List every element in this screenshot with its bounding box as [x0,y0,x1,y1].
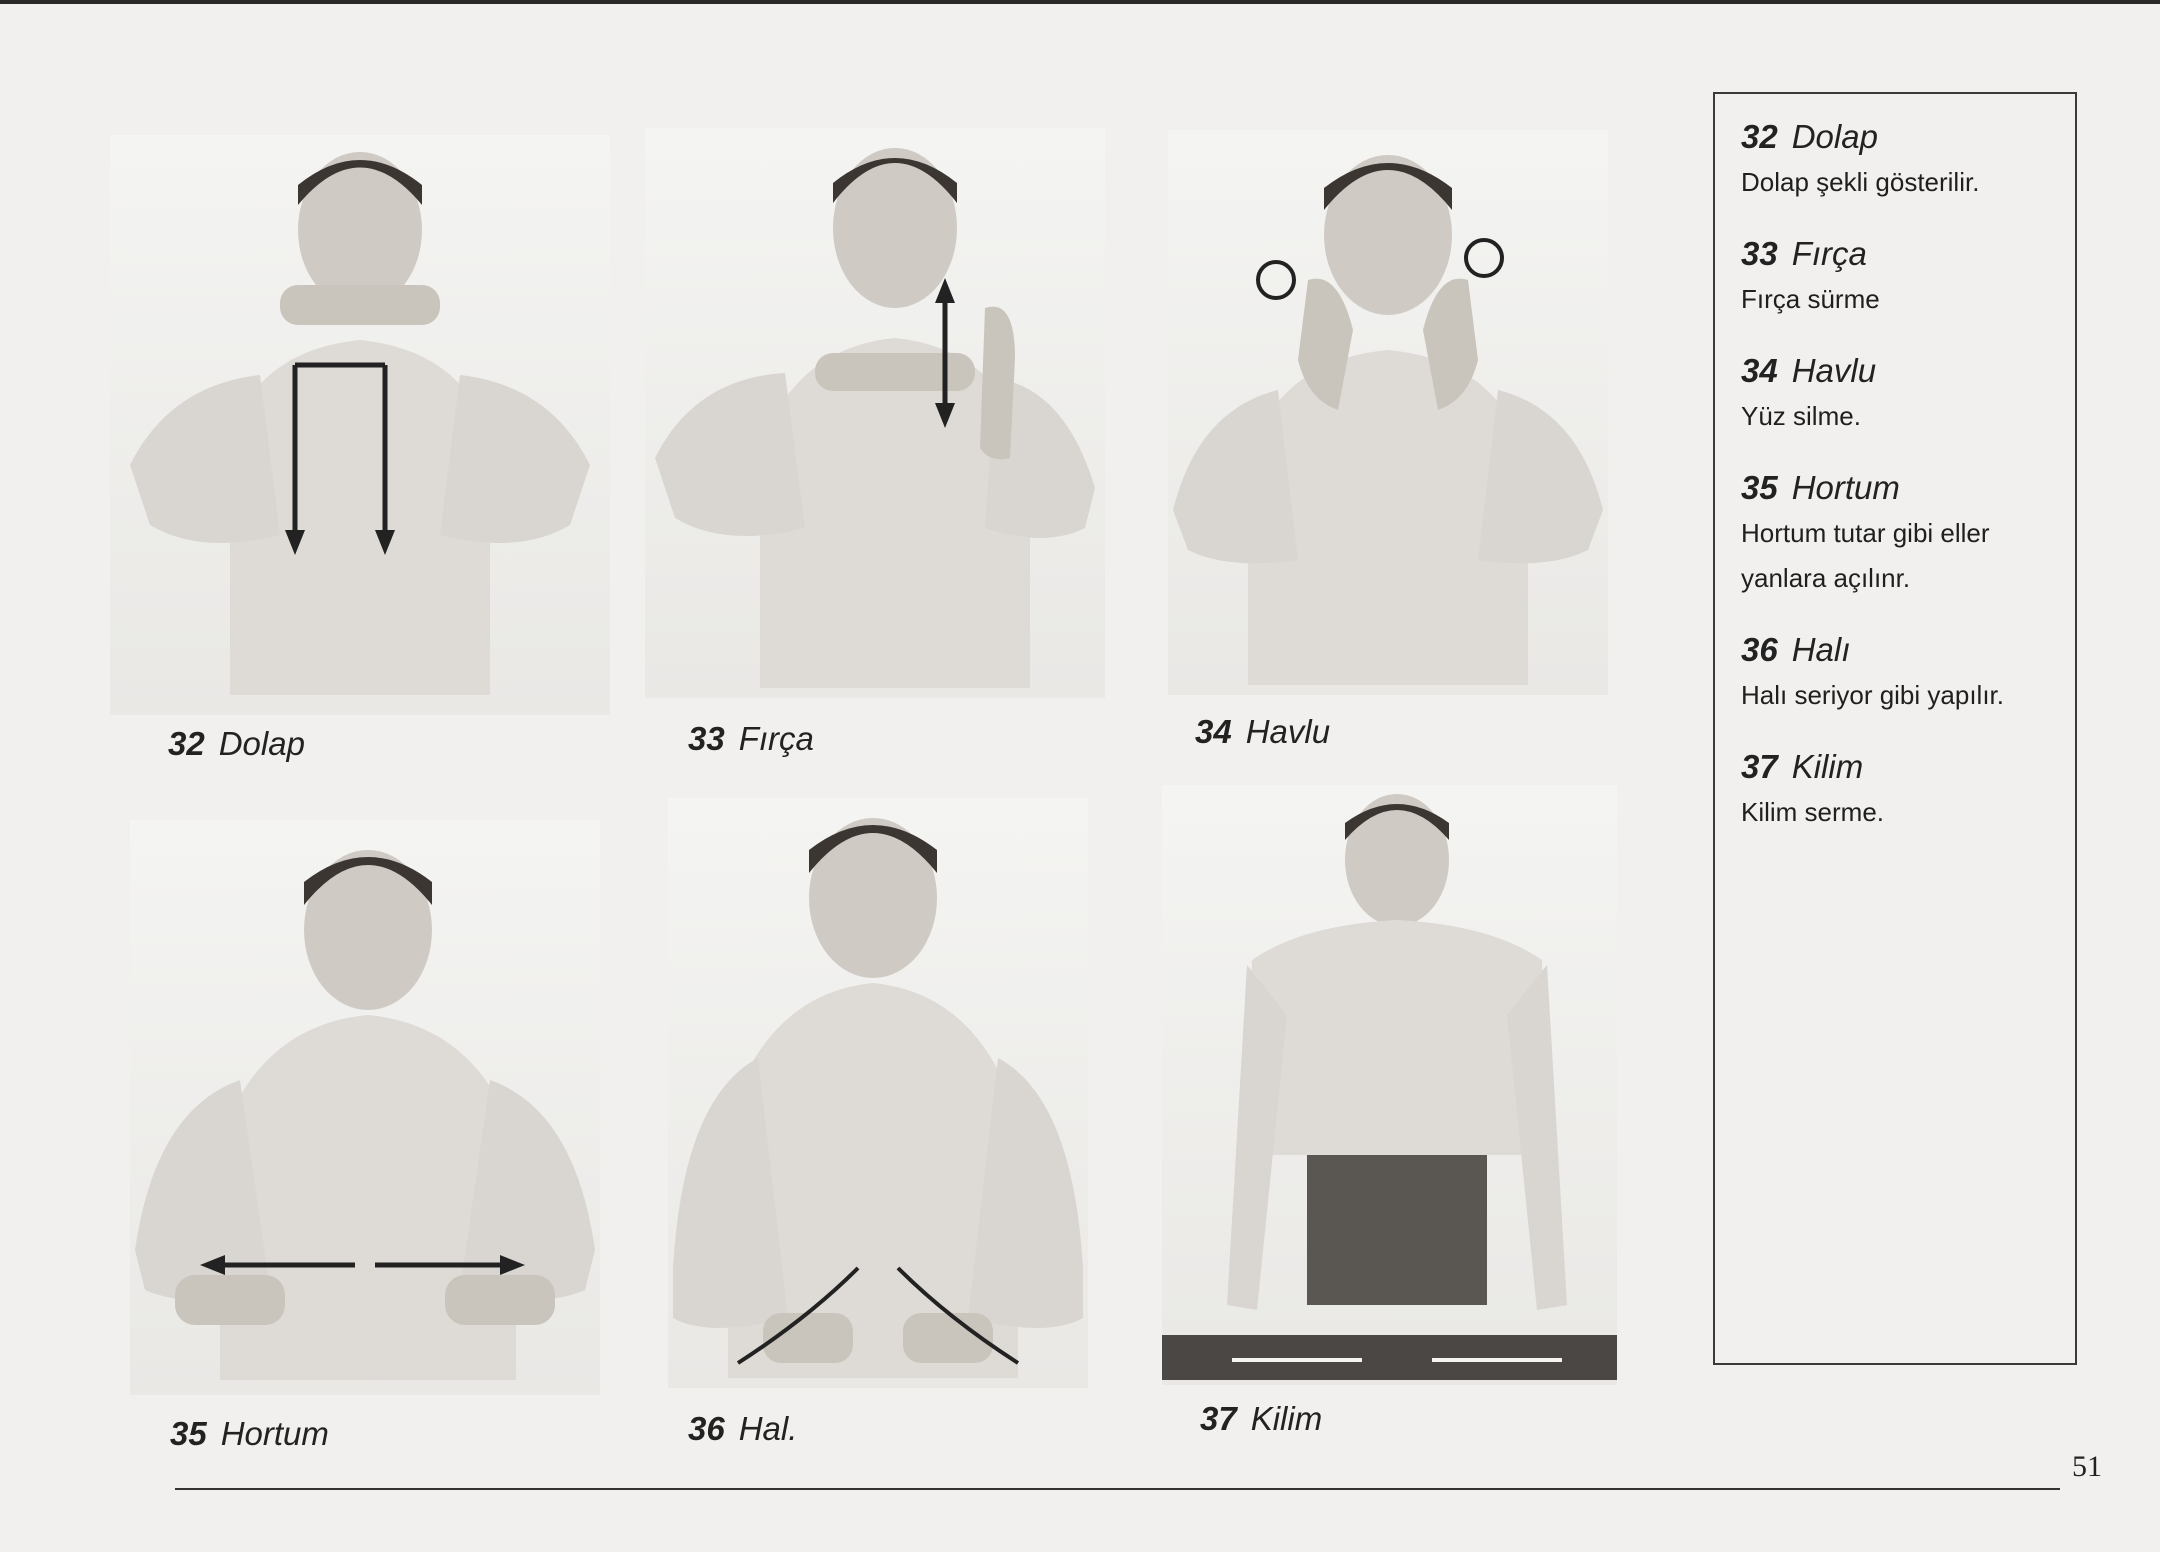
entry-35 [1741,469,2049,601]
entry-description: Fırça sürme [1741,284,1880,314]
entry-number: 35 [1741,469,1778,506]
entry-number: 32 [1741,118,1778,155]
entry-title [1741,469,2049,507]
entry-34 [1741,352,2049,439]
entry-32 [1741,118,2049,205]
caption-number: 32 [168,725,205,762]
caption-label: Havlu [1245,713,1331,750]
photo-36-hali [668,798,1088,1388]
entry-name: Kilim [1791,748,1864,785]
caption-label: Hortum [220,1415,329,1452]
page-number: 51 [2072,1450,2102,1483]
person-signing-hortum-illustration [130,820,600,1395]
photo-34-havlu [1168,130,1608,695]
caption-label: Fırça [738,720,814,757]
caption-number: 37 [1200,1400,1237,1437]
entry-description: Halı seriyor gibi yapılır. [1741,680,2004,710]
entry-description: Dolap şekli gösterilir. [1741,167,1980,197]
caption-36 [688,1410,797,1448]
entry-title [1741,631,2049,669]
photo-33-firca [645,128,1105,698]
entry-number: 34 [1741,352,1778,389]
entry-37 [1741,748,2049,835]
person-signing-kilim-illustration [1162,785,1617,1385]
entry-number: 33 [1741,235,1778,272]
sign-descriptions-box [1713,92,2077,1365]
entry-number: 37 [1741,748,1778,785]
caption-label: Hal. [738,1410,798,1447]
caption-number: 33 [688,720,725,757]
caption-37 [1200,1400,1322,1438]
entry-name: Fırça [1791,235,1867,272]
caption-35 [170,1415,329,1453]
entry-name: Havlu [1791,352,1877,389]
entry-title [1741,748,2049,786]
entry-title [1741,235,2049,273]
entry-description: Yüz silme. [1741,401,1861,431]
entry-name: Halı [1791,631,1851,668]
entry-description: Kilim serme. [1741,797,1885,827]
photo-32-dolap [110,135,610,715]
person-signing-dolap-illustration [110,135,610,715]
page-top-edge [0,0,2160,4]
caption-number: 34 [1195,713,1232,750]
caption-number: 35 [170,1415,207,1452]
entry-description: Hortum tutar gibi eller yanlara açılınr. [1741,518,1990,593]
caption-label: Kilim [1250,1400,1323,1437]
person-signing-firca-illustration [645,128,1105,698]
person-signing-havlu-illustration [1168,130,1608,695]
caption-number: 36 [688,1410,725,1447]
caption-32 [168,725,305,763]
photo-37-kilim [1162,785,1617,1385]
entry-name: Hortum [1791,469,1900,506]
caption-33 [688,720,814,758]
entry-36 [1741,631,2049,718]
photo-35-hortum [130,820,600,1395]
entry-title [1741,118,2049,156]
entry-name: Dolap [1791,118,1878,155]
person-signing-hali-illustration [668,798,1088,1388]
caption-34 [1195,713,1330,751]
entry-33 [1741,235,2049,322]
footer-rule [175,1488,2060,1490]
entry-title [1741,352,2049,390]
entry-number: 36 [1741,631,1778,668]
caption-label: Dolap [218,725,305,762]
